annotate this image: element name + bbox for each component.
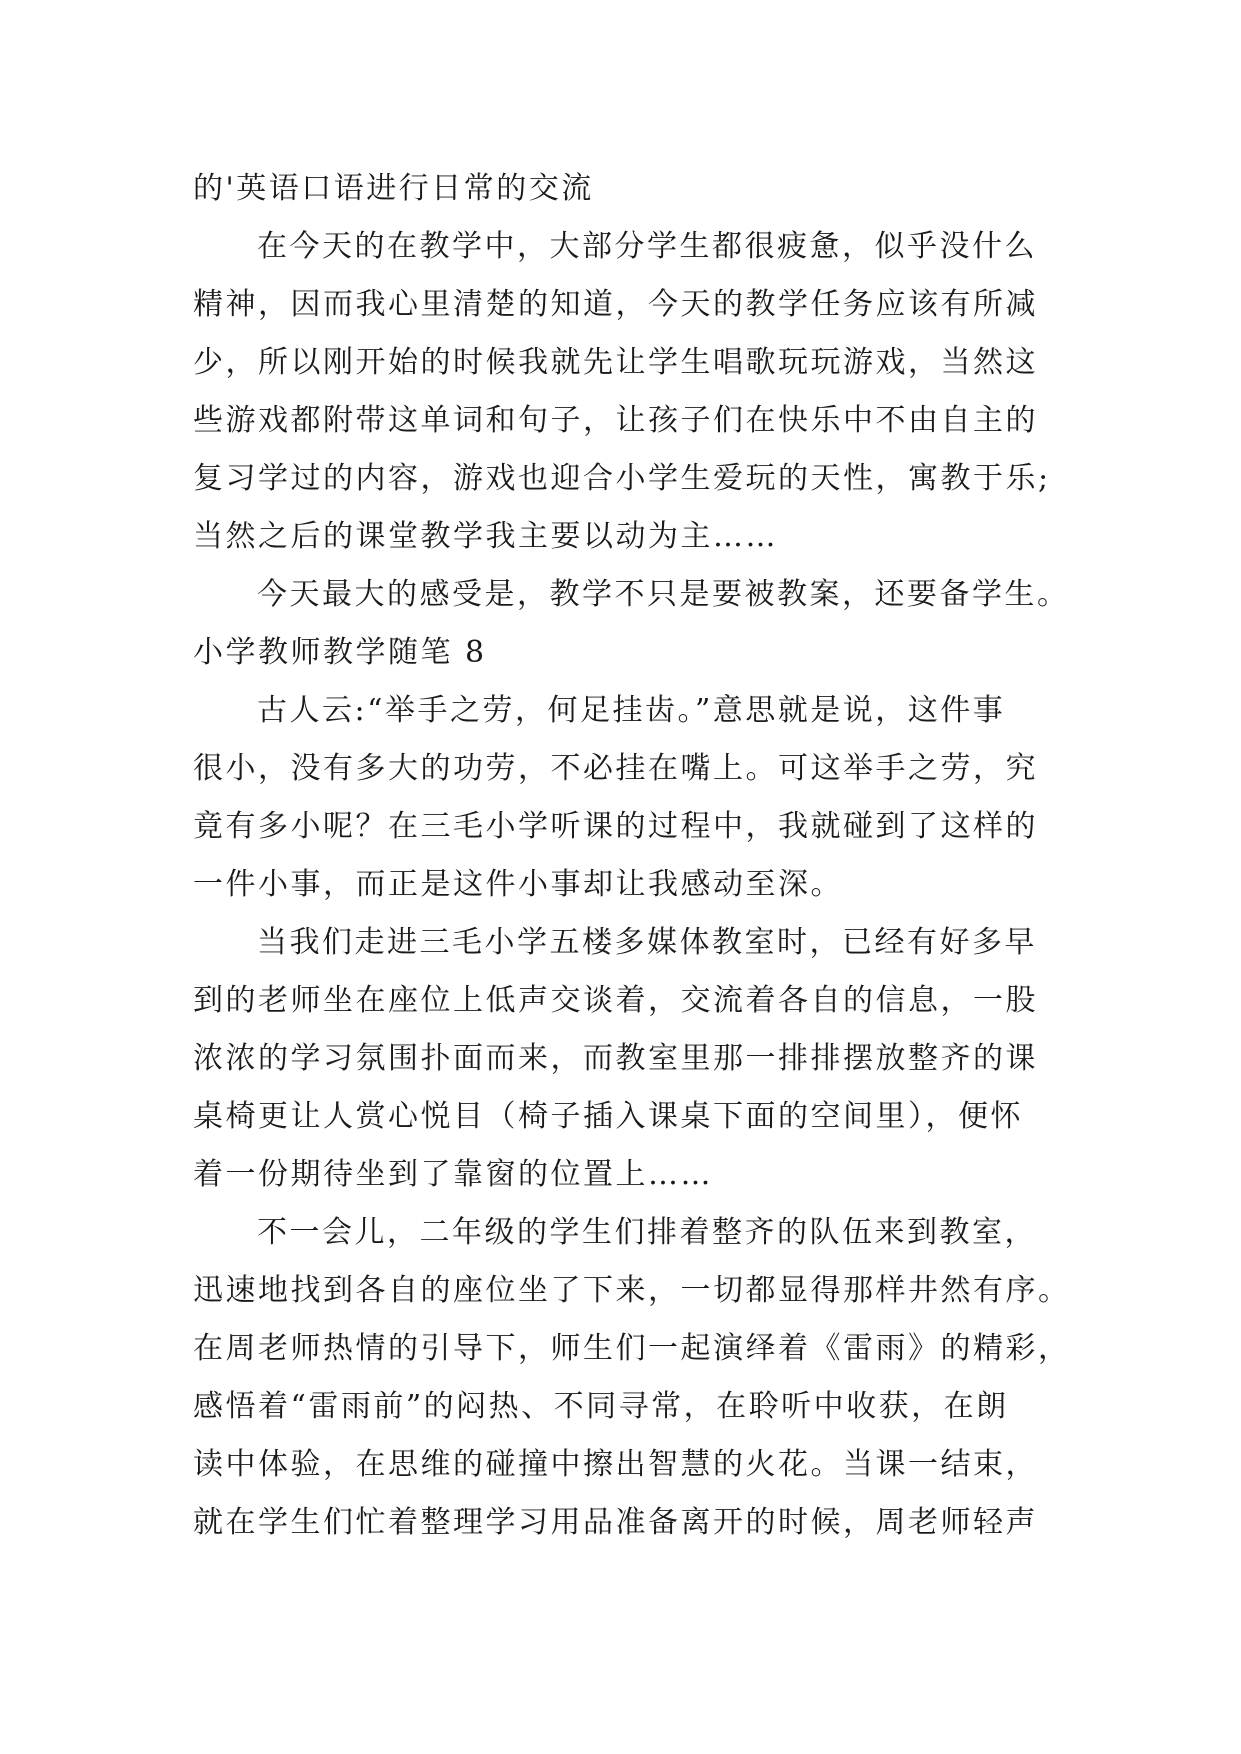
text-line: 读中体验，在思维的碰撞中擦出智慧的火花。当课一结束， [193,1447,1038,1482]
section-heading: 小学教师教学随笔 8 [193,635,487,670]
document-body [193,160,1071,1552]
text-line: 迅速地找到各自的座位坐了下来，一切都显得那样井然有序。 [193,1273,1071,1308]
text-line: 一件小事，而正是这件小事却让我感动至深。 [193,867,843,902]
text-line: 今天最大的感受是，教学不只是要被教案，还要备学生。 [257,577,1070,612]
text-line: 的'英语口语进行日常的交流 [193,171,594,206]
text-line: 感悟着“雷雨前”的闷热、不同寻常，在聆听中收获，在朗 [193,1389,1009,1424]
text-line: 在今天的在教学中，大部分学生都很疲惫，似乎没什么 [257,229,1037,264]
text-line: 少，所以刚开始的时候我就先让学生唱歌玩玩游戏，当然这 [193,345,1038,380]
text-line: 精神，因而我心里清楚的知道，今天的教学任务应该有所减 [193,287,1038,322]
text-line: 复习学过的内容，游戏也迎合小学生爱玩的天性，寓教于乐; [193,461,1051,496]
text-line: 浓浓的学习氛围扑面而来，而教室里那一排排摆放整齐的课 [193,1041,1038,1076]
text-line: 很小，没有多大的功劳，不必挂在嘴上。可这举手之劳，究 [193,751,1038,786]
text-line: 当我们走进三毛小学五楼多媒体教室时，已经有好多早 [257,925,1037,960]
text-line: 桌椅更让人赏心悦目（椅子插入课桌下面的空间里），便怀 [193,1099,1023,1134]
text-line: 当然之后的课堂教学我主要以动为主…… [193,519,778,554]
text-line: 竟有多小呢？在三毛小学听课的过程中，我就碰到了这样的 [193,809,1038,844]
text-line: 到的老师坐在座位上低声交谈着，交流着各自的信息，一股 [193,983,1038,1018]
text-line: 古人云:“举手之劳，何足挂齿。”意思就是说，这件事 [257,693,1006,728]
text-line: 着一份期待坐到了靠窗的位置上…… [193,1157,713,1192]
text-line: 就在学生们忙着整理学习用品准备离开的时候，周老师轻声 [193,1505,1038,1540]
text-line: 些游戏都附带这单词和句子，让孩子们在快乐中不由自主的 [193,403,1038,438]
text-line: 在周老师热情的引导下，师生们一起演绎着《雷雨》的精彩， [193,1331,1071,1366]
text-line: 不一会儿，二年级的学生们排着整齐的队伍来到教室， [257,1215,1037,1250]
